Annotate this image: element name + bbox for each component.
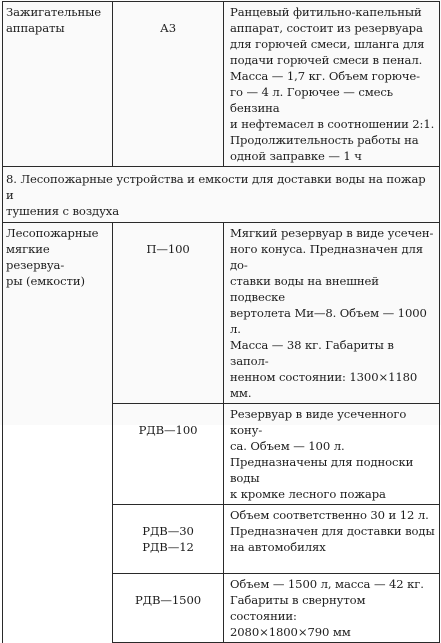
- item-code-text: А3: [160, 21, 176, 35]
- item-description: [224, 404, 440, 505]
- section-heading-text: 8. Лесопожарные устройства и емкости для доставки воды на пожар и тушения с воздуха: [6, 172, 426, 218]
- item-name: [3, 2, 113, 167]
- group-name-text: Лесопожарные мягкие резервуа- ры (емкости): [6, 226, 99, 288]
- section-row: [3, 167, 440, 223]
- item-code: [113, 223, 224, 404]
- item-code-text: РДВ—100: [138, 423, 198, 437]
- item-description-text: Ранцевый фитильно-капельный аппарат, состоит из резервуара для горючей смеси, шланга для подачи горючей смеси в пенал. Масса — 1,7 кг. Объем горюче- го — 4 л. Горючее — смесь бензина и нефтемасел в соотношении 2:1. Продолжительность работы на одной заправке — 1 ч: [230, 5, 435, 163]
- item-code-text: П—100: [146, 242, 190, 256]
- item-code: [113, 2, 224, 167]
- table-row: [3, 2, 440, 167]
- item-code-text: РДВ—30 РДВ—12: [142, 524, 194, 554]
- item-code-text: РДВ—1500: [134, 593, 202, 607]
- item-name-text: Зажигательные аппараты: [6, 5, 101, 35]
- item-description: [224, 2, 440, 167]
- group-name: [3, 223, 113, 643]
- item-description-text: Резервуар в виде усеченного кону- са. Объем — 100 л. Предназначены для подноски воды к кромке лесного пожара: [230, 407, 414, 501]
- item-description-text: Мягкий резервуар в виде усечен- ного конуса. Предназначен для до- ставки воды на внешней подвеске вертолета Ми—8. Объем — 1000 л. Масса — 38 кг. Габариты в запол- ненном состоянии: 1300×1180 мм.: [230, 226, 434, 400]
- equipment-table: [2, 1, 440, 643]
- item-description: [224, 574, 440, 643]
- item-code: [113, 404, 224, 505]
- item-description: [224, 505, 440, 574]
- item-description-text: Объем соответственно 30 и 12 л. Предназначен для доставки воды на автомобилях: [230, 508, 435, 554]
- item-description: [224, 223, 440, 404]
- item-code: [113, 505, 224, 574]
- section-heading: [3, 167, 440, 223]
- item-code: [113, 574, 224, 643]
- item-description-text: Объем — 1500 л, масса — 42 кг. Габариты в свернутом состоянии: 2080×1800×790 мм: [230, 577, 424, 639]
- table-row: [3, 223, 440, 404]
